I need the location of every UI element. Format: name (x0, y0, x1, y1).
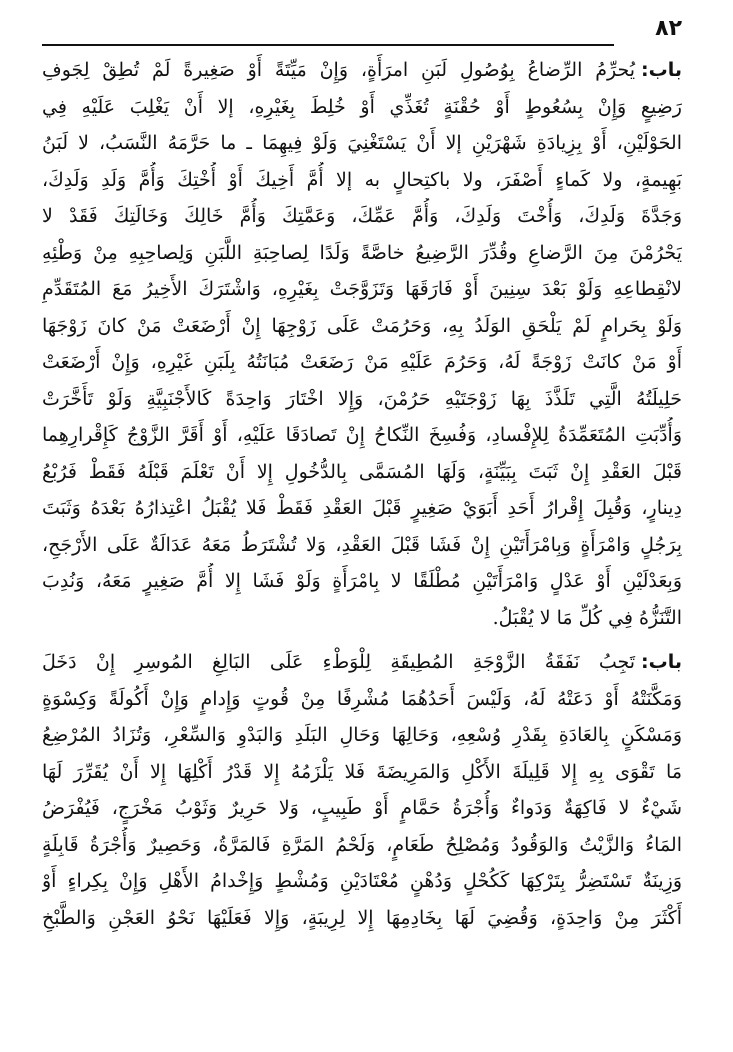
text-line: مَا تَقْوَى بِهِ إِلا قَلِيلَةَ الأَكْلِ وَالمَرِيضَةَ فَلا يَلْزَمُهُ إِلا قَدْرُ أَكْلِهَا إِلا أَنْ يُقَرِّرَ لَهَا (42, 760, 682, 783)
text-line: وَمَسْكَنٍ بِالعَادَةِ بِقَدْرِ وُسْعِهِ، وَحَالِهَا وَحَالِ البَلَدِ وَالبَدْوِ وَالسِّعْرِ، وَتُزَادُ المُرْضِعُ (42, 724, 682, 746)
page-body (42, 52, 682, 936)
text-line: وَجَدَّةَ وَلَدِكَ، وَأُخْتَ وَلَدِكَ، وَأُمَّ عَمِّكَ، وَعَمَّتِكَ وَأُمَّ خَالِكَ وَخَالَتِكَ فَقَدْ لا (42, 205, 682, 227)
text-line: وَزِينَةٌ تَسْتَضِرُّ بِتَرْكِهَا كَكُحْلٍ وَدُهْنٍ مُعْتَادَيْنِ وَمُشْطٍ وَإِخْدامُ الأَهْلِ وَإِنْ بِكِراءٍ أَوْ (42, 870, 682, 892)
text-line: وَلَوْ بِحَرامٍ لَمْ يَلْحَقِ الوَلَدُ بِهِ، وَحَرُمَتْ عَلَى زَوْجِهَا إِنْ أَرْضَعَتْ مَنْ كانَ زَوْجَهَا (42, 314, 682, 337)
text-line: الحَوْلَيْنِ، أَوْ بِزِيادَةِ شَهْرَيْنِ إلا أَنْ يَسْتَغْنِيَ وَلَوْ فِيهِمَا ـ ما حَرَّمَهُ النَّسَبُ، لا لَبَنُ (42, 132, 682, 154)
text-line: دِينارٍ، وَقُبِلَ إِقْرارُ أَحَدِ أَبَوَيْ صَغِيرٍ قَبْلَ العَقْدِ فَقَطْ فَلا يُقْبَلُ اعْتِذارُهُ بَعْدَهُ وَثَبَتَ (42, 497, 682, 519)
text-line: أَكْثَرَ مِنْ وَاحِدَةٍ، وَقُضِيَ لَهَا بِخَادِمِهَا إِلا لِرِيبَةٍ، وَإِلا فَعَلَيْهَا نَحْوُ العَجْنِ وَالطَّبْخِ (42, 906, 682, 929)
text-line: رَضِيعٍ وَإِنْ بِسُعُوطٍ أَوْ حُقْنَةٍ تُغَذِّي أَوْ خُلِطَ بِغَيْرِهِ، إلا أَنْ يَغْلِبَ عَلَيْهِ فِي (42, 95, 682, 118)
text-line: بِرَجُلٍ وَامْرَأَةٍ وَبِامْرَأَتَيْنِ إِنْ فَشَا قَبْلَ العَقْدِ، وَلا تُشْتَرَطُ مَعَهُ عَدَالَةٌ عَلَى الأَرْجَحِ، (42, 533, 682, 556)
header-rule (42, 44, 614, 46)
text-line: يَحْرُمْنَ مِنَ الرَّضاعِ وقُدِّرَ الرَّضِيعُ خاصَّةً وَلَدًا لِصاحِبَةِ اللَّبَنِ وَلِصاحِبِهِ مِنْ وَطْئِهِ (42, 241, 682, 264)
text-line: أَوْ مَنْ كانَتْ زَوْجَةً لَهُ، وَحَرُمَ عَلَيْهِ مَنْ رَضَعَتْ مُبَانَتُهُ بِلَبَنِ غَيْرِهِ، وَإِنْ أَرْضَعَتْ (42, 351, 682, 373)
page-number: ٨٢ (655, 16, 682, 41)
text-line: قَبْلَ العَقْدِ إِنْ ثَبَتَ بِبَيِّنَةٍ، وَلَهَا المُسَمَّى بِالدُّخُولِ إِلا أَنْ تَعْلَمَ قَبْلَهُ فَقَطْ فَرُبْعُ (42, 460, 682, 483)
text-line: التَّنَزُّهُ فِي كُلِّ مَا لا يُقْبَلُ. (492, 606, 682, 629)
section-nafaqa (42, 644, 682, 936)
text-line: وَبِعَدْلَيْنِ أَوْ عَدْلٍ وَامْرَأَتَيْنِ مُطْلَقًا لا بِامْرَأَةٍ وَلَوْ فَشَا إِلا أُمَّ صَغِيرٍ مَعَهُ، وَنُدِبَ (42, 570, 682, 592)
section-heading: باب: (641, 651, 682, 673)
page-header (42, 14, 682, 48)
section-ridaa (42, 52, 682, 636)
section-heading: باب: (641, 59, 682, 81)
text-line: لانْقِطاعِهِ وَلَوْ بَعْدَ سِنِينَ أَوْ فَارَقَهَا وَتَزَوَّجَتْ بِغَيْرِهِ، وَاشْتَرَكَ الأَخِيرُ مَعَ المُتَقَدِّمِ (42, 278, 682, 300)
text-line: المَاءُ وَالزَّيْتُ وَالوَقُودُ وَمُصْلِحُ طَعَامٍ، وَلَحْمُ المَرَّةِ فَالمَرَّةُ، وَحَصِيرٌ وَأُجْرَةُ قَابِلَةٍ (42, 833, 682, 856)
text-line: وَأُدِّبَتِ المُتَعَمِّدَةُ لِلإِفْسادِ، وَفُسِخَ النِّكاحُ إِنْ تَصادَقَا عَلَيْهِ، أَوْ أَقَرَّ الزَّوْجُ كَإِقْرارِهِما (42, 424, 682, 446)
text-line: وَمَكَّنَتْهُ أَوْ دَعَتْهُ لَهُ، وَلَيْسَ أَحَدُهُمَا مُشْرِفًا مِنْ قُوتٍ وَإِدامٍ وَإِنْ أَكُولَةً وَكِسْوَةٍ (42, 687, 682, 710)
section-gap (42, 636, 682, 644)
text-line: بَهِيمةٍ، ولا كَماءٍ أَصْفَرَ، ولا باكتِحالٍ به إلا أُمَّ أَخِيكَ أَوْ أُخْتِكَ وَأُمَّ وَلَدِ وَلَدِكَ، (42, 168, 682, 191)
text-line: باب:يُحرِّمُ الرِّضاعُ بِوُصُولِ لَبَنِ امرَأَةٍ، وَإِنْ مَيِّتَةً أَوْ صَغِيرةً لَمْ تُطِقْ لِجَوفِ (42, 59, 682, 81)
text-line: باب:تَجِبُ نَفَقَةُ الزَّوْجَةِ المُطِيقَةِ لِلْوَطْءِ عَلَى البَالِغِ المُوسِرِ إِنْ دَخَلَ (42, 651, 682, 673)
text-line: شَيْءٌ لا فَاكِهَةٌ وَدَواءٌ وَأُجْرَةُ حَمَّامٍ أَوْ طَبِيبٍ، وَلا حَرِيرٌ وَثَوْبُ مَخْرَجٍ، فَيُفْرَضُ (42, 797, 682, 819)
text-line: حَلِيلَتُهُ الَّتِي تَلَذَّذَ بِهَا زَوْجَتَيْهِ حَرُمْنَ، وَإِلا اخْتَارَ وَاحِدَةً كَالأَجْنَبِيَّةِ وَلَوْ تَأَخَّرَتْ (42, 387, 682, 410)
